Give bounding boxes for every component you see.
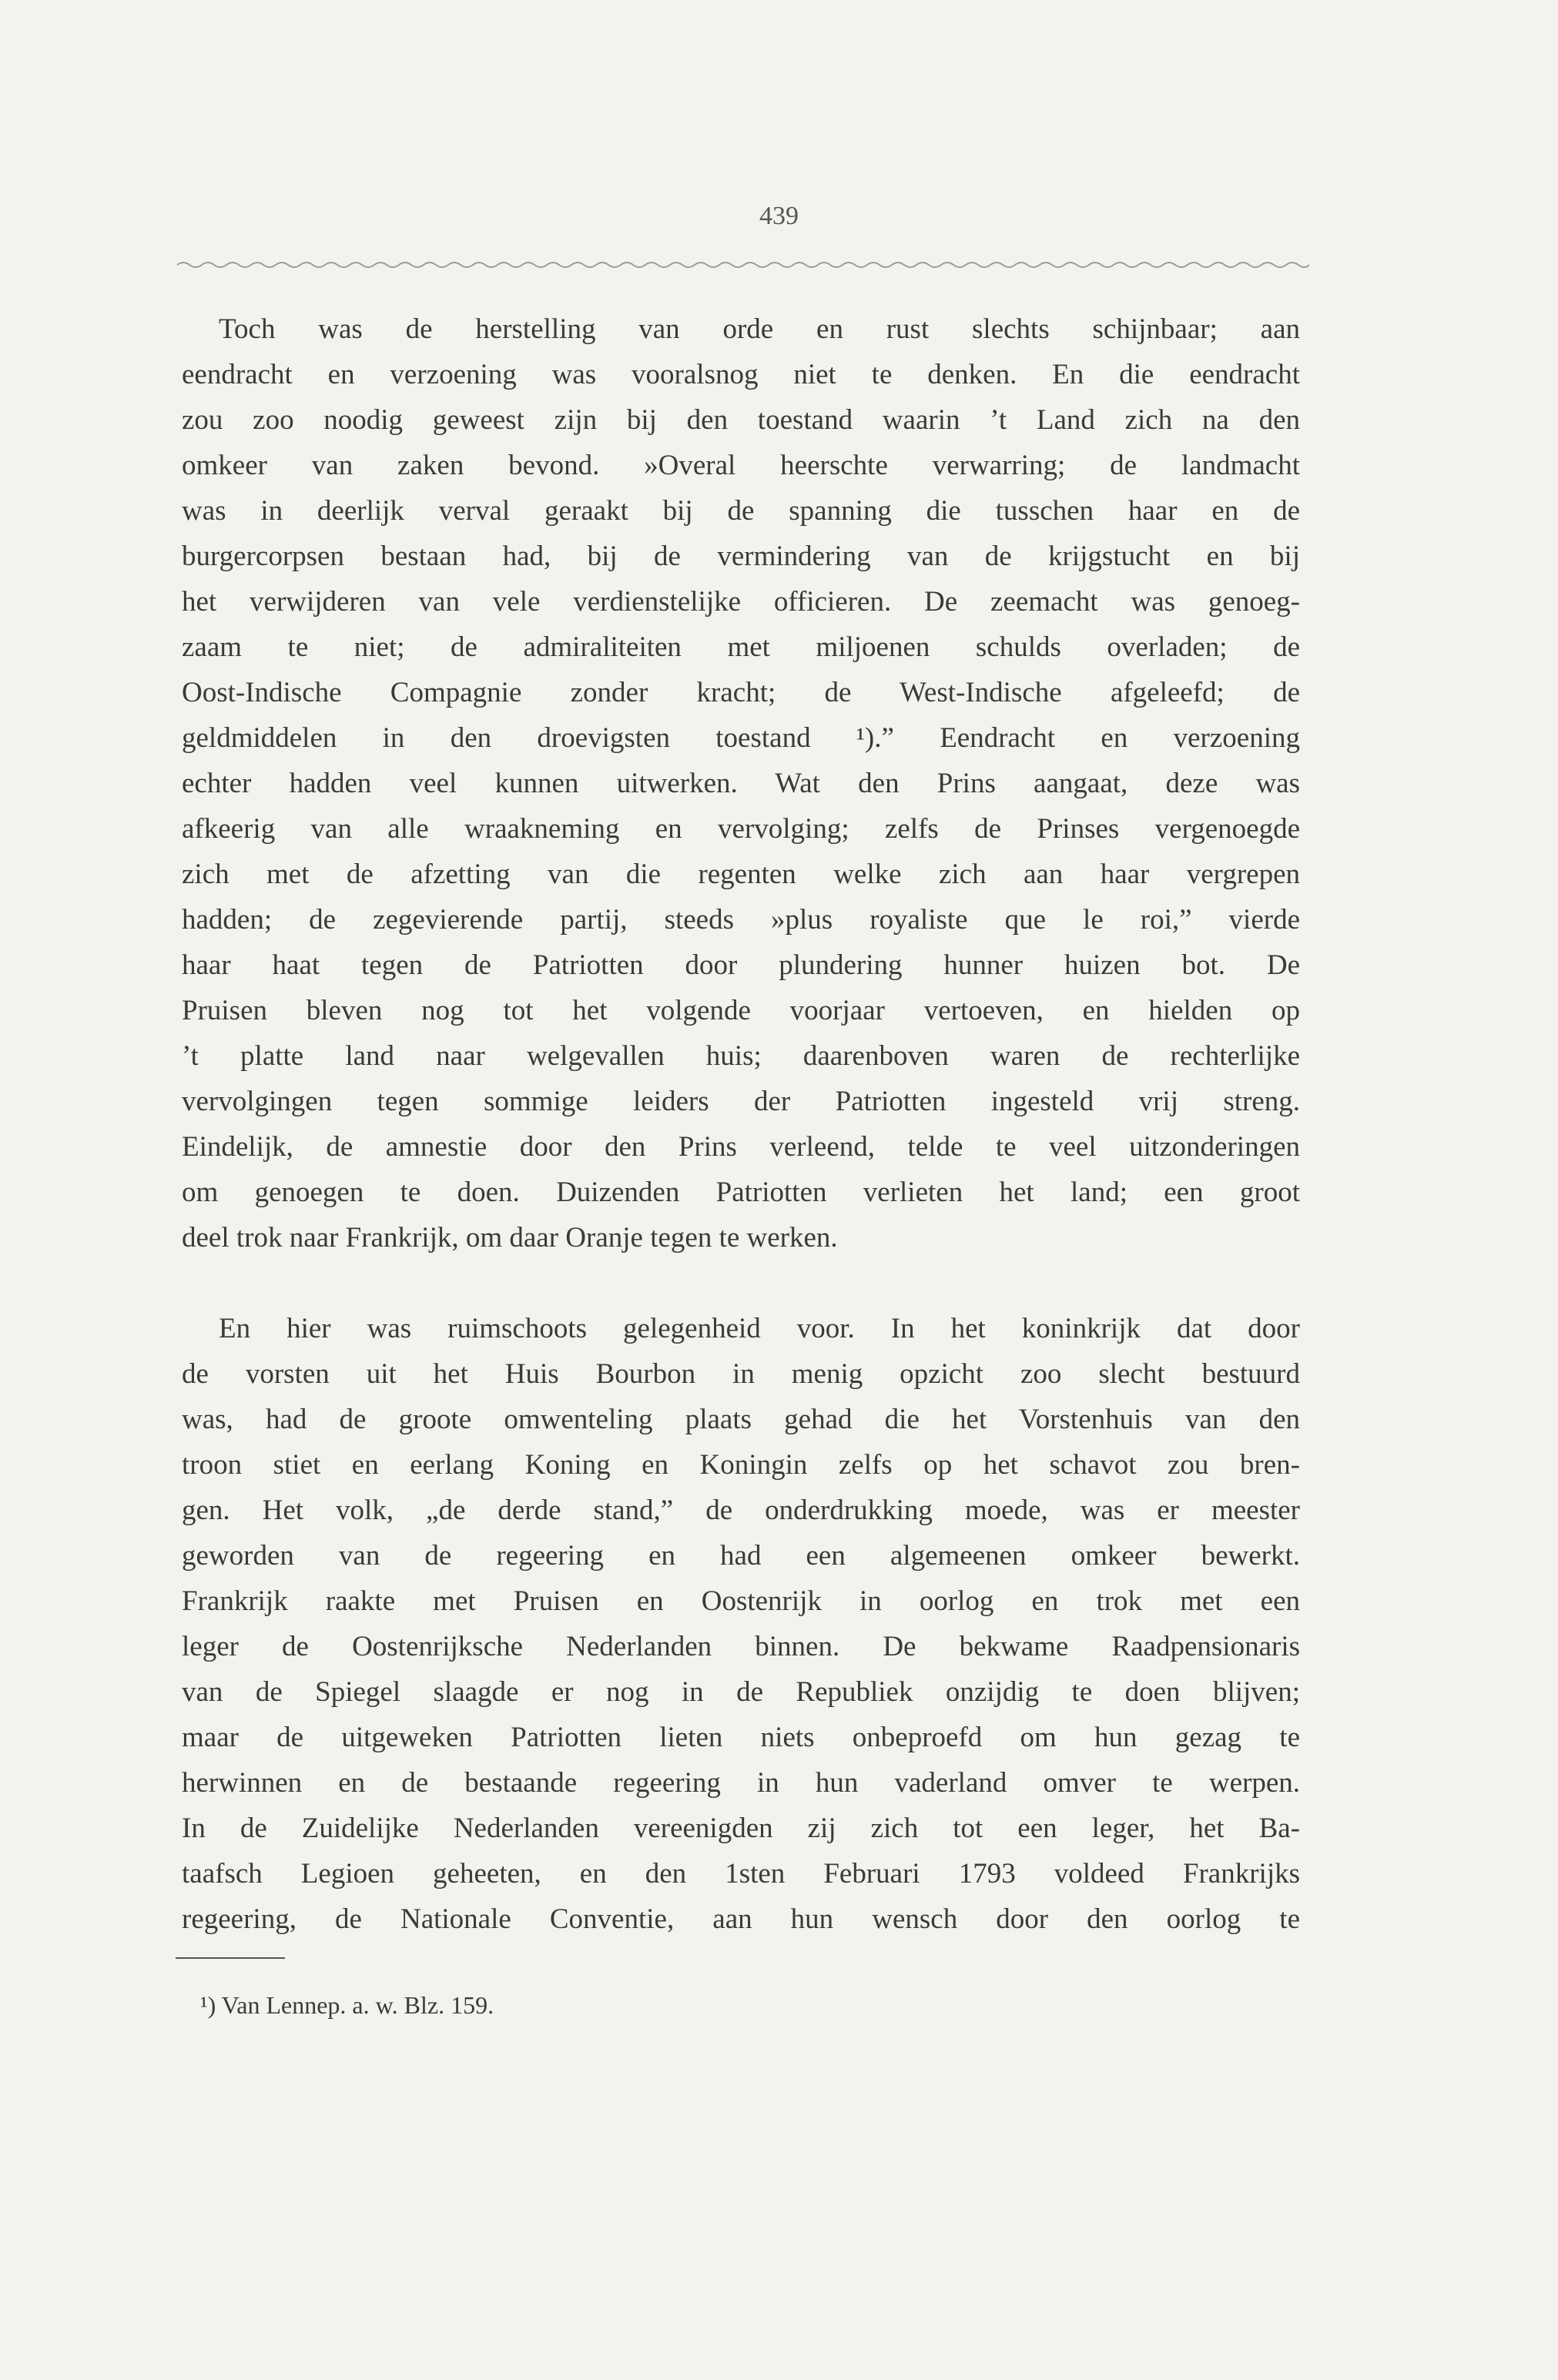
text-line: deel trok naar Frankrijk, om daar Oranje tegen te werken.	[182, 1223, 838, 1254]
text-line: omkeer van zaken bevond. »Overal heerschte verwarring; de landmacht	[182, 450, 1300, 481]
footnote-rule	[176, 1957, 285, 1959]
text-line: geldmiddelen in den droevigsten toestand ¹).” Eendracht en verzoening	[182, 723, 1300, 754]
text-line: leger de Oostenrijksche Nederlanden binnen. De bekwame Raadpensionaris	[182, 1632, 1300, 1662]
text-line: echter hadden veel kunnen uitwerken. Wat den Prins aangaat, deze was	[182, 768, 1300, 799]
text-line: zou zoo noodig geweest zijn bij den toestand waarin ’t Land zich na den	[182, 405, 1300, 436]
text-line: regeering, de Nationale Conventie, aan hun wensch door den oorlog te	[182, 1904, 1300, 1935]
text-line: geworden van de regeering en had een algemeenen omkeer bewerkt.	[182, 1541, 1300, 1572]
text-line: was in deerlijk verval geraakt bij de spanning die tusschen haar en de	[182, 496, 1300, 527]
page-number: 439	[759, 202, 799, 230]
text-line: haar haat tegen de Patriotten door plundering hunner huizen bot. De	[182, 950, 1300, 981]
text-line: ’t platte land naar welgevallen huis; daarenboven waren de rechterlijke	[182, 1041, 1300, 1072]
text-line: gen. Het volk, „de derde stand,” de onderdrukking moede, was er meester	[182, 1495, 1300, 1526]
text-line: En hier was ruimschoots gelegenheid voor. In het koninkrijk dat door	[219, 1314, 1300, 1344]
text-line: het verwijderen van vele verdienstelijke officieren. De zeemacht was genoeg-	[182, 587, 1300, 618]
text-line: burgercorpsen bestaan had, bij de vermindering van de krijgstucht en bij	[182, 541, 1300, 572]
footnote: ¹) Van Lennep. a. w. Blz. 159.	[200, 1991, 494, 2019]
text-line: Eindelijk, de amnestie door den Prins verleend, telde te veel uitzonderingen	[182, 1132, 1300, 1163]
text-line: vervolgingen tegen sommige leiders der Patriotten ingesteld vrij streng.	[182, 1086, 1300, 1117]
text-line: taafsch Legioen geheeten, en den 1sten Februari 1793 voldeed Frankrijks	[182, 1859, 1300, 1890]
text-line: herwinnen en de bestaande regeering in hun vaderland omver te werpen.	[182, 1768, 1300, 1799]
text-line: Frankrijk raakte met Pruisen en Oostenrijk in oorlog en trok met een	[182, 1586, 1300, 1617]
text-line: van de Spiegel slaagde er nog in de Republiek onzijdig te doen blijven;	[182, 1677, 1300, 1708]
text-line: Toch was de herstelling van orde en rust slechts schijnbaar; aan	[219, 314, 1300, 345]
text-line: troon stiet en eerlang Koning en Koningin zelfs op het schavot zou bren-	[182, 1450, 1300, 1481]
text-line: afkeerig van alle wraakneming en vervolging; zelfs de Prinses vergenoegde	[182, 814, 1300, 845]
text-line: In de Zuidelijke Nederlanden vereenigden zij zich tot een leger, het Ba-	[182, 1813, 1300, 1844]
header-ornament-rule	[177, 259, 1309, 271]
text-line: eendracht en verzoening was vooralsnog niet te denken. En die eendracht	[182, 360, 1300, 390]
text-line: Oost-Indische Compagnie zonder kracht; de West-Indische afgeleefd; de	[182, 678, 1300, 708]
text-line: zich met de afzetting van die regenten welke zich aan haar vergrepen	[182, 859, 1300, 890]
text-line: de vorsten uit het Huis Bourbon in menig opzicht zoo slecht bestuurd	[182, 1359, 1300, 1390]
text-line: was, had de groote omwenteling plaats gehad die het Vorstenhuis van den	[182, 1404, 1300, 1435]
text-line: Pruisen bleven nog tot het volgende voorjaar vertoeven, en hielden op	[182, 996, 1300, 1026]
text-line: om genoegen te doen. Duizenden Patriotten verlieten het land; een groot	[182, 1177, 1300, 1208]
text-line: maar de uitgeweken Patriotten lieten niets onbeproefd om hun gezag te	[182, 1722, 1300, 1753]
text-line: zaam te niet; de admiraliteiten met miljoenen schulds overladen; de	[182, 632, 1300, 663]
text-line: hadden; de zegevierende partij, steeds »plus royaliste que le roi,” vierde	[182, 905, 1300, 936]
